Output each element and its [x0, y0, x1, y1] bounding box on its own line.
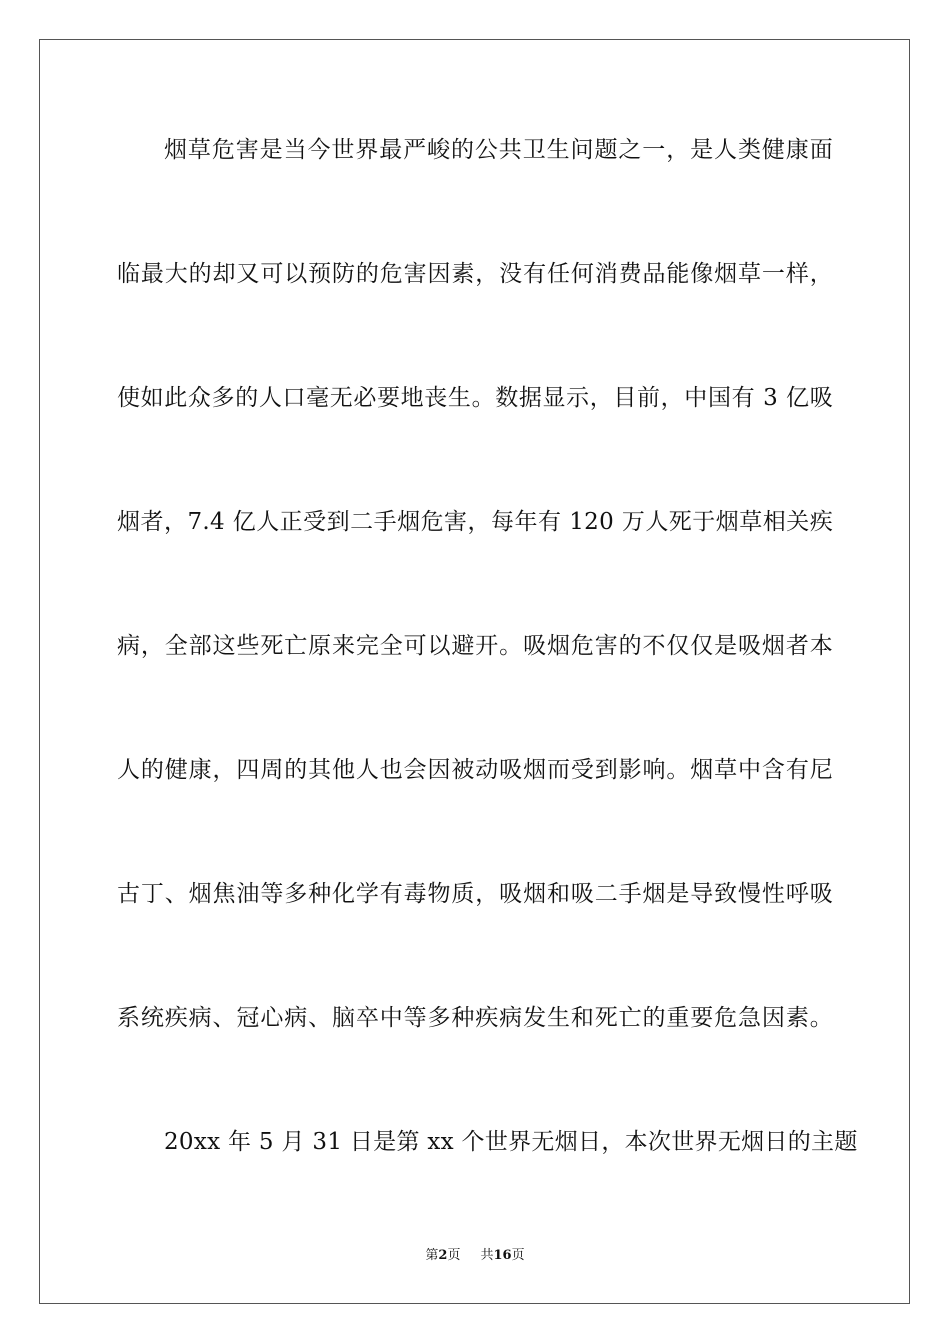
- paragraph-1-line-7: 古丁、烟焦油等多种化学有毒物质，吸烟和吸二手烟是导致慢性呼吸: [117, 881, 833, 907]
- paragraph-1-line-2: 临最大的却又可以预防的危害因素，没有任何消费品能像烟草一样，: [117, 261, 833, 287]
- total-suffix: 页: [511, 1248, 525, 1263]
- page-suffix: 页: [447, 1248, 461, 1263]
- page-footer: [0, 1247, 950, 1265]
- paragraph-1-line-5: 病，全部这些死亡原来完全可以避开。吸烟危害的不仅仅是吸烟者本: [117, 633, 833, 659]
- total-prefix: 共: [480, 1248, 494, 1263]
- page-border: [39, 39, 910, 1304]
- paragraph-2-line-1: 20xx 年 5 月 31 日是第 xx 个世界无烟日，本次世界无烟日的主题: [164, 1129, 858, 1155]
- paragraph-1-line-6: 人的健康，四周的其他人也会因被动吸烟而受到影响。烟草中含有尼: [117, 757, 833, 783]
- page-prefix: 第: [425, 1248, 439, 1263]
- paragraph-1-line-3: 使如此众多的人口毫无必要地丧生。数据显示，目前，中国有 3 亿吸: [117, 385, 833, 411]
- page-number: 2: [438, 1248, 448, 1263]
- paragraph-1-line-4: 烟者，7.4 亿人正受到二手烟危害，每年有 120 万人死于烟草相关疾: [117, 509, 833, 535]
- paragraph-1-line-1: 烟草危害是当今世界最严峻的公共卫生问题之一，是人类健康面: [164, 137, 833, 163]
- total-pages: 16: [493, 1248, 512, 1263]
- paragraph-1-line-8: 系统疾病、冠心病、脑卒中等多种疾病发生和死亡的重要危急因素。: [117, 1005, 833, 1031]
